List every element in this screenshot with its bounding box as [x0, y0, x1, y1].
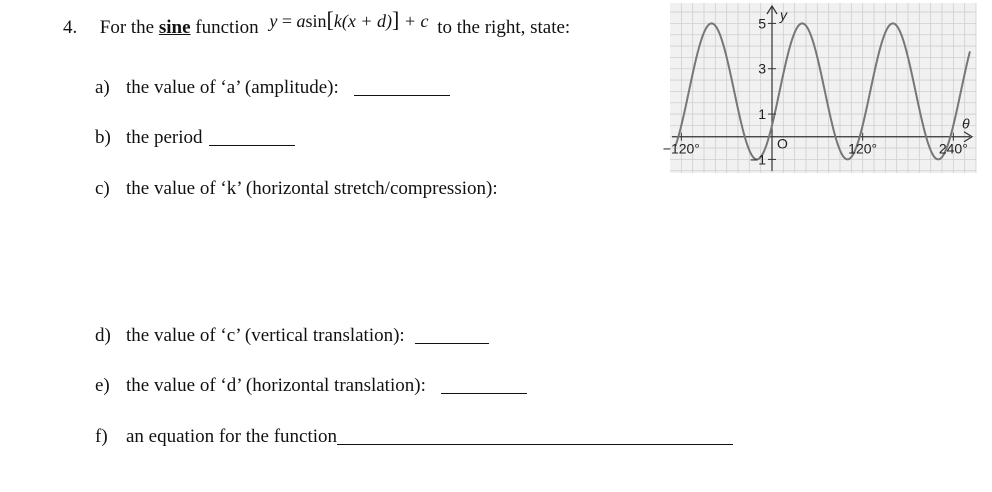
sine-keyword: sine — [158, 17, 191, 38]
sine-graph — [662, 3, 976, 173]
origin-label: O — [777, 135, 788, 152]
question-suffix: to the right, state: — [437, 17, 571, 38]
answer-blank-e[interactable] — [441, 392, 527, 394]
eq-sin: sin — [305, 11, 327, 31]
item-text: the value of ‘d’ (horizontal translation): — [126, 375, 426, 396]
sine-equation — [269, 7, 429, 32]
question-number: 4. — [63, 17, 78, 38]
question-line — [63, 7, 571, 39]
y-tick-label: −1 — [750, 151, 766, 168]
item-b — [95, 127, 295, 149]
answer-blank-b[interactable] — [209, 144, 295, 146]
question-prefix: For the — [99, 17, 155, 38]
item-text: the period — [126, 127, 203, 148]
item-label: f) — [95, 426, 108, 447]
x-tick-label: 240° — [938, 140, 968, 157]
item-a — [95, 77, 450, 99]
eq-plus-c: + c — [399, 11, 429, 31]
item-label: c) — [95, 178, 110, 199]
item-d — [95, 325, 489, 347]
eq-equals: = — [277, 11, 297, 31]
item-label: d) — [95, 325, 111, 346]
x-tick-label: −120° — [662, 140, 700, 157]
eq-lhs: y — [269, 11, 278, 31]
item-text: the value of ‘a’ (amplitude): — [126, 77, 339, 98]
function-word: function — [195, 17, 259, 38]
item-label: a) — [95, 77, 110, 98]
answer-blank-a[interactable] — [354, 94, 450, 96]
item-text: an equation for the function — [126, 426, 338, 447]
item-label: e) — [95, 375, 110, 396]
y-tick-label: 3 — [758, 60, 766, 77]
answer-blank-f[interactable] — [337, 443, 733, 445]
item-e — [95, 375, 527, 397]
x-axis-label: θ — [962, 115, 970, 132]
item-label: b) — [95, 127, 111, 148]
answer-blank-d[interactable] — [415, 342, 489, 344]
eq-a: a — [296, 11, 306, 31]
item-c — [95, 178, 498, 200]
item-text: the value of ‘c’ (vertical translation): — [126, 325, 405, 346]
x-tick-label: 120° — [848, 140, 878, 157]
item-f — [95, 426, 733, 448]
item-text: the value of ‘k’ (horizontal stretch/compression): — [126, 178, 498, 199]
y-tick-label: 5 — [758, 15, 766, 32]
eq-inner: k(x + d) — [333, 11, 392, 31]
y-tick-label: 1 — [758, 106, 766, 123]
y-axis-label: y — [780, 7, 787, 23]
eq-right-bracket: ] — [392, 7, 400, 32]
eq-left-bracket: [ — [326, 7, 334, 32]
